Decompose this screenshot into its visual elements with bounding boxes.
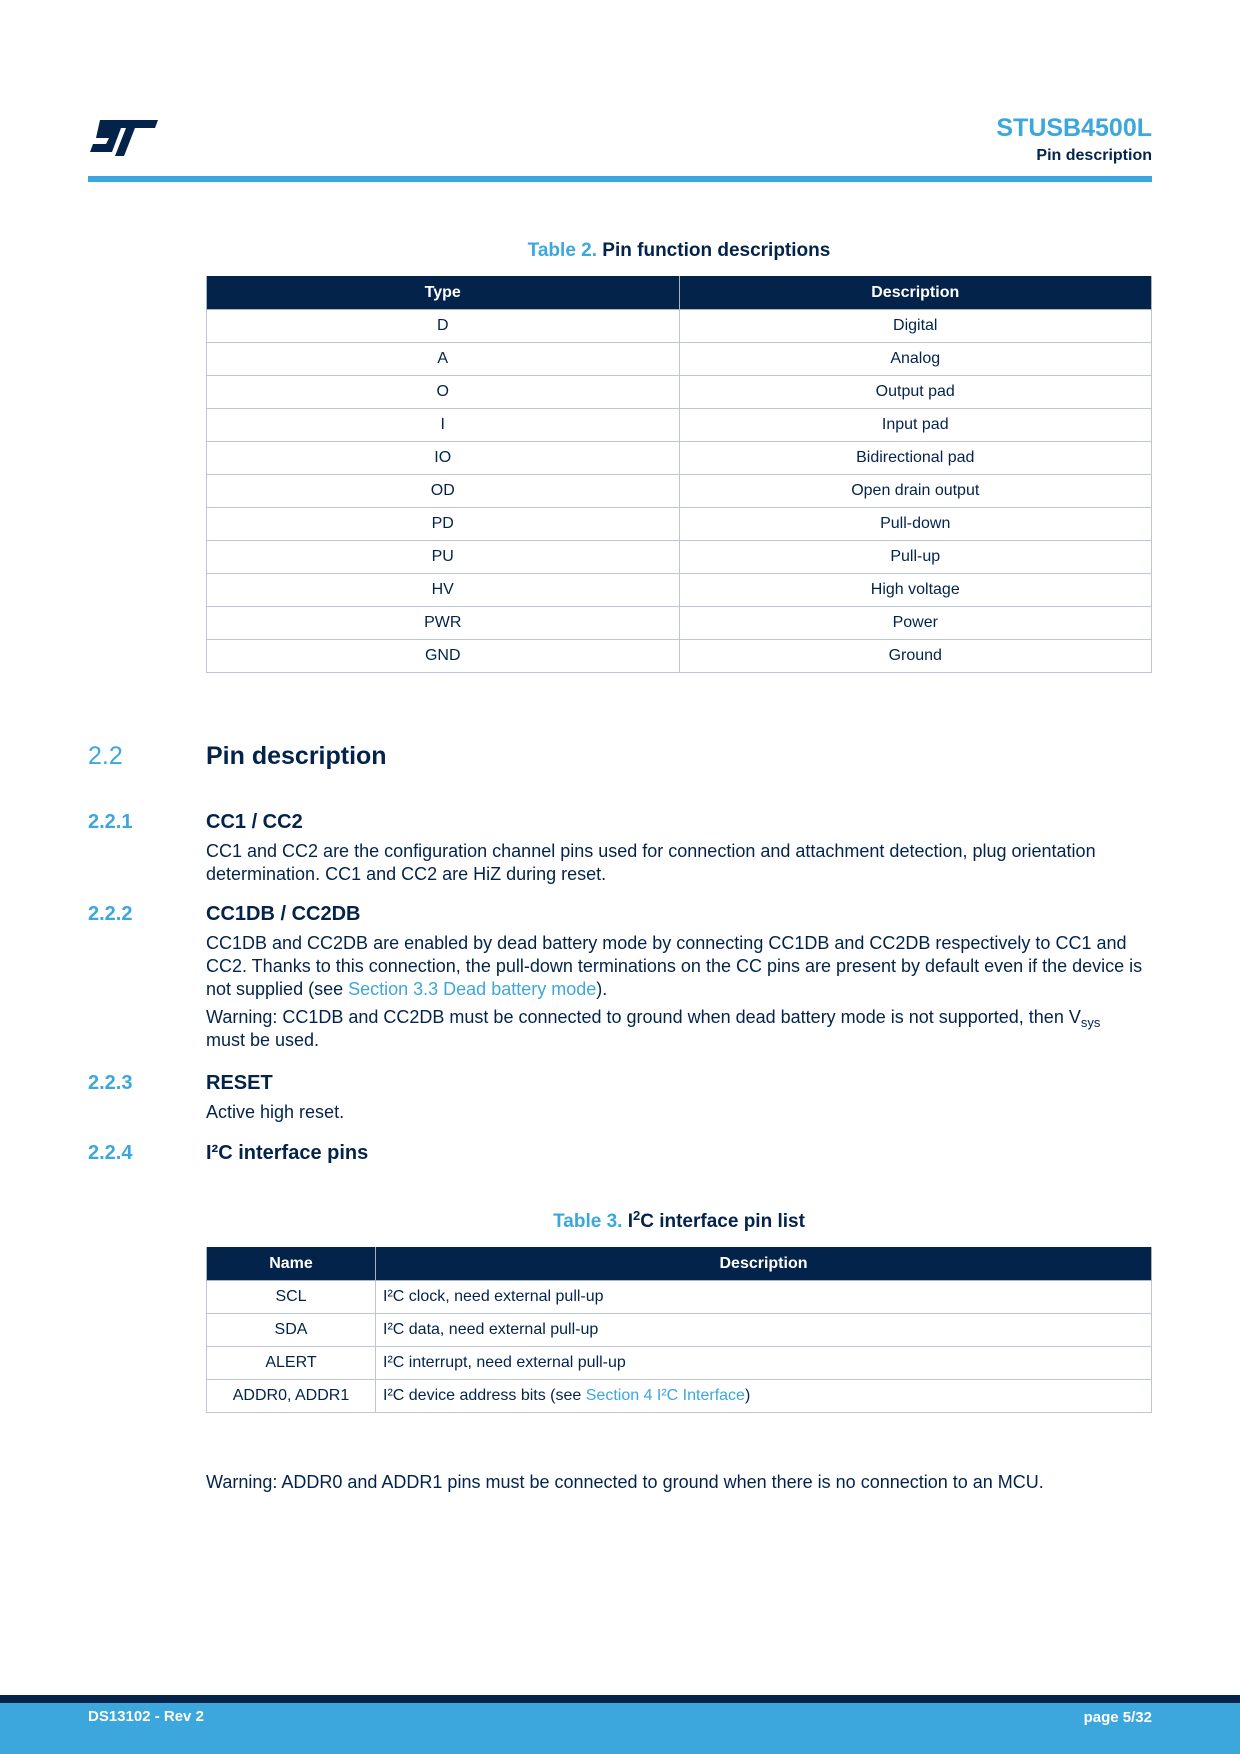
description-cell: Output pad — [679, 376, 1152, 409]
description-cell: Bidirectional pad — [679, 442, 1152, 475]
warning-text-start: Warning: CC1DB and CC2DB must be connected to ground when dead battery mode is not supported, then V — [206, 1007, 1081, 1027]
table-row — [207, 1281, 1152, 1314]
table-row — [207, 343, 1152, 376]
description-cell: Pull-down — [679, 508, 1152, 541]
section-2-2-4-title: I²C interface pins — [206, 1142, 369, 1164]
description-cell: Digital — [679, 310, 1152, 343]
footer-doc-id: DS13102 - Rev 2 — [88, 1708, 204, 1725]
section-2-2-number: 2.2 — [88, 742, 123, 770]
table3-label: Table 3. — [553, 1211, 623, 1232]
table2-header-type: Type — [207, 276, 680, 310]
description-cell: Open drain output — [679, 475, 1152, 508]
type-cell: O — [207, 376, 680, 409]
table3-title-prefix: I — [627, 1211, 633, 1232]
type-cell: HV — [207, 574, 680, 607]
desc-text-start: I²C device address bits (see — [383, 1387, 586, 1404]
description-cell: Analog — [679, 343, 1152, 376]
header-divider — [88, 176, 1152, 182]
description-cell: High voltage — [679, 574, 1152, 607]
type-cell: D — [207, 310, 680, 343]
table-row — [207, 574, 1152, 607]
type-cell: I — [207, 409, 680, 442]
table3-title-rest: C interface pin list — [640, 1211, 805, 1232]
st-logo — [88, 116, 290, 317]
section-2-2-2-title: CC1DB / CC2DB — [206, 903, 361, 925]
section-2-2-2-number: 2.2.2 — [88, 903, 133, 925]
section-2-2-4-number: 2.2.4 — [88, 1142, 133, 1164]
table-row — [207, 475, 1152, 508]
section-2-2-2-text-end: ). — [596, 979, 608, 999]
type-cell: PU — [207, 541, 680, 574]
desc-text-end: ) — [744, 1387, 751, 1404]
description-cell: Power — [679, 607, 1152, 640]
type-cell: GND — [207, 640, 680, 673]
table2-title: Pin function descriptions — [602, 240, 831, 261]
section-2-2-title: Pin description — [206, 742, 387, 770]
table3-caption — [206, 1208, 1152, 1233]
svg-text:ST: ST — [288, 316, 290, 317]
i2c-interface-link[interactable]: Section 4 I²C Interface — [585, 1387, 745, 1404]
pin-name-cell: ADDR0, ADDR1 — [207, 1380, 376, 1413]
warning-text-end: must be used. — [206, 1030, 320, 1050]
table-row — [207, 442, 1152, 475]
description-cell: Input pad — [679, 409, 1152, 442]
table-row — [207, 508, 1152, 541]
pin-description-cell: I²C data, need external pull-up — [376, 1314, 1152, 1347]
section-2-2-2-text-start: CC1DB and CC2DB are enabled by dead battery mode by connecting CC1DB and CC2DB respectively to CC1 and CC2. Thanks to this connection, the pull-down terminations on the CC pins are present by default even if the device is not supplied (see — [206, 933, 1143, 999]
type-cell: OD — [207, 475, 680, 508]
pin-name-cell: SCL — [207, 1281, 376, 1314]
dead-battery-mode-link[interactable]: Section 3.3 Dead battery mode — [348, 979, 597, 999]
table-row — [207, 409, 1152, 442]
table-row — [207, 541, 1152, 574]
i2c-pin-table — [206, 1247, 1152, 1413]
footer-page-number: page 5/32 — [1083, 1709, 1152, 1726]
section-2-2-3-text: Active high reset. — [206, 1102, 345, 1122]
table3-header-name: Name — [207, 1247, 376, 1281]
document-title: STUSB4500L — [996, 114, 1152, 142]
section-2-2-1-title: CC1 / CC2 — [206, 811, 303, 833]
pin-description-cell: I²C clock, need external pull-up — [376, 1281, 1152, 1314]
table-row — [207, 310, 1152, 343]
type-cell: PWR — [207, 607, 680, 640]
table2-header-description: Description — [679, 276, 1152, 310]
description-cell: Ground — [679, 640, 1152, 673]
type-cell: IO — [207, 442, 680, 475]
type-cell: A — [207, 343, 680, 376]
pin-name-cell: SDA — [207, 1314, 376, 1347]
description-cell: Pull-up — [679, 541, 1152, 574]
section-2-2-1-text: CC1 and CC2 are the configuration channel pins used for connection and attachment detection, plug orientation determination. CC1 and CC2 are HiZ during reset. — [206, 841, 1096, 884]
section-2-2-3-title: RESET — [206, 1072, 273, 1094]
table-row — [207, 376, 1152, 409]
dead-battery-warning — [206, 1006, 1156, 1052]
footer-dark-band — [0, 1695, 1240, 1703]
table2-caption — [206, 240, 1152, 262]
pin-function-table — [206, 276, 1152, 673]
section-2-2-2-text — [206, 932, 1156, 1001]
table-row — [207, 607, 1152, 640]
table3-header-description: Description — [376, 1247, 1152, 1281]
table-row — [207, 1380, 1152, 1413]
table3-title-sup: 2 — [632, 1208, 641, 1223]
pin-description-cell — [376, 1380, 1152, 1413]
pin-name-cell: ALERT — [207, 1347, 376, 1380]
table-row — [207, 1314, 1152, 1347]
addr-pins-warning: Warning: ADDR0 and ADDR1 pins must be connected to ground when there is no connection to an MCU. — [206, 1472, 1044, 1492]
table-row — [207, 640, 1152, 673]
type-cell: PD — [207, 508, 680, 541]
section-2-2-1-number: 2.2.1 — [88, 811, 133, 833]
pin-description-cell: I²C interrupt, need external pull-up — [376, 1347, 1152, 1380]
document-subtitle: Pin description — [1036, 147, 1152, 164]
section-2-2-3-number: 2.2.3 — [88, 1072, 133, 1094]
vsys-subscript: sys — [1080, 1015, 1101, 1030]
table2-label: Table 2. — [527, 240, 598, 261]
table-row — [207, 1347, 1152, 1380]
